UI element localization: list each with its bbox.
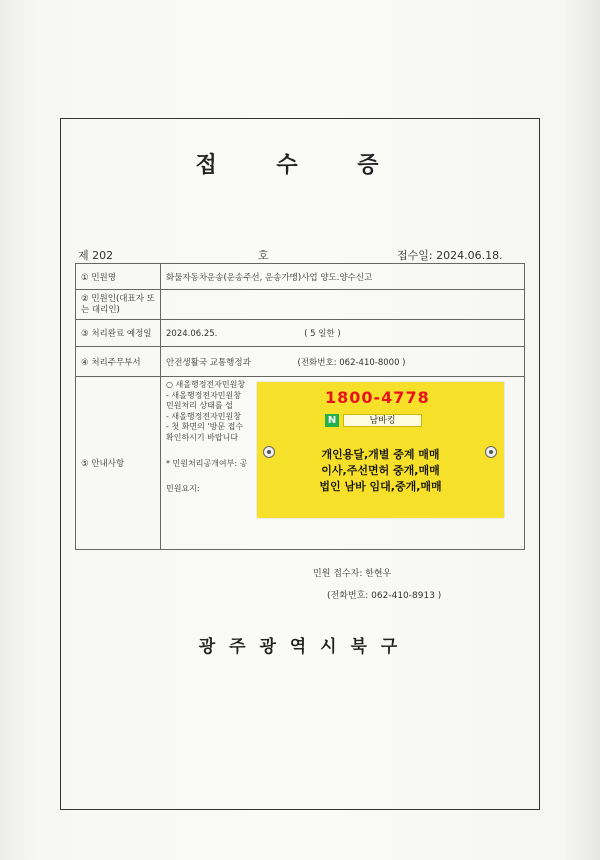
receipt-number-prefix: 제 202	[78, 249, 114, 262]
ad-service-line: 이사,주선면허 중개,매매	[321, 464, 440, 477]
disclosure-line: * 민원처리공개여부: 공	[166, 459, 248, 468]
guidance-line: - 새올행정전자민원창	[166, 390, 241, 400]
guidance-line: 민원처리 상태를 섭	[166, 401, 233, 410]
department-phone: (전화번호: 062-410-8000 )	[297, 357, 406, 368]
row-label-department: ④ 처리주무부서	[76, 347, 161, 377]
summary-line: 민원요지:	[166, 483, 200, 493]
receiver-phone: (전화번호: 062-410-8913 )	[327, 591, 442, 601]
advertisement-sticker	[257, 382, 504, 518]
naver-n-icon: N	[325, 414, 339, 427]
guidance-line: ○ 새올행정전자민원창	[166, 380, 246, 389]
row-value-applicant	[161, 290, 525, 320]
ad-business-name: 남바킹	[343, 414, 422, 427]
guidance-line: - 첫 화면의 '방문 접수	[166, 422, 244, 431]
due-date-days: ( 5 일한 )	[304, 329, 341, 339]
due-date-value: 2024.06.25.	[166, 329, 218, 339]
row-value-due-date	[161, 320, 525, 347]
guidance-line: - 새올행정전자민원창	[166, 411, 241, 421]
received-date: 접수일: 2024.06.18.	[397, 249, 503, 262]
document-title: 접 수 증	[195, 153, 405, 178]
row-label-due-date: ③ 처리완료 예정일	[76, 320, 161, 347]
receipt-number-suffix: 호	[258, 249, 269, 262]
table-row	[76, 347, 525, 377]
row-label-complaint-name: ① 민원명	[76, 264, 161, 290]
bolt-icon	[263, 446, 275, 458]
issuing-authority: 광 주 광 역 시 북 구	[198, 637, 402, 657]
row-label-guidance: ⑤ 안내사항	[76, 377, 161, 550]
bolt-icon	[485, 446, 497, 458]
ad-service-line: 개인용달,개별 중계 매매	[321, 448, 440, 461]
row-value-department	[161, 347, 525, 377]
table-row	[76, 320, 525, 347]
table-row	[76, 290, 525, 320]
guidance-line: 확인하시기 바랍니다	[166, 432, 239, 442]
ad-phone-number: 1800-4778	[325, 388, 430, 407]
ad-service-line: 법인 남바 임대,중개,매매	[319, 480, 442, 493]
table-row	[76, 264, 525, 290]
department-name: 안전생활국 교통행정과	[166, 357, 251, 368]
row-label-applicant: ② 민원인(대표자 또는 대리인)	[76, 290, 161, 320]
row-value-complaint-name: 화물자동차운송(운송주선, 운송가맹)사업 양도.양수신고	[161, 264, 525, 290]
receiver-name: 민원 접수자: 한현우	[313, 569, 392, 579]
